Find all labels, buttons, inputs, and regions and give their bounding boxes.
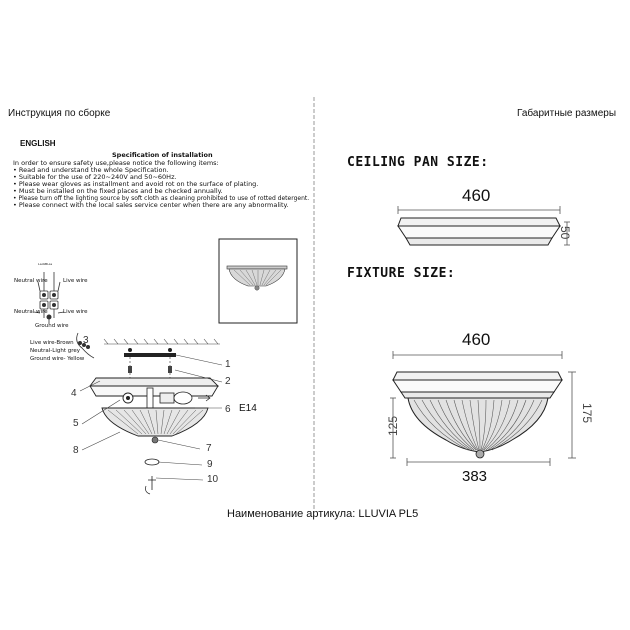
dimensions-title: Габаритные размеры xyxy=(517,108,617,119)
fixture-size-label: FIXTURE SIZE: xyxy=(347,266,456,281)
part-number-5: 5 xyxy=(73,418,79,429)
legend-live: Live wire-Brown xyxy=(30,340,74,346)
part-number-9: 9 xyxy=(207,459,213,470)
neutral-wire-mid-label: Neutral wire xyxy=(14,309,48,315)
lamp-type-label: E14 xyxy=(239,403,257,414)
part-number-1: 1 xyxy=(225,359,231,370)
legend-ground: Ground wire- Yellow xyxy=(30,356,85,362)
assembly-instructions-title: Инструкция по сборке xyxy=(8,108,111,119)
part-number-10: 10 xyxy=(207,474,219,485)
ground-wire-label: Ground wire xyxy=(35,323,69,329)
live-wire-top-label: Live wire xyxy=(63,278,88,284)
part-number-7: 7 xyxy=(206,443,212,454)
part-number-8: 8 xyxy=(73,445,79,456)
part-number-4: 4 xyxy=(71,388,77,399)
spec-line-7: • Please connect with the local sales service center when there are any abnormality. xyxy=(13,201,289,209)
neutral-wire-top-label: Neutral wire xyxy=(14,278,48,284)
spec-line-2: • Read and understand the whole Specification. xyxy=(13,166,169,174)
ceiling-pan-height: 50 xyxy=(558,226,572,240)
ceiling-pan-size-label: CEILING PAN SIZE: xyxy=(347,155,489,170)
fixture-bottom-width: 383 xyxy=(462,468,488,485)
fixture-width: 460 xyxy=(462,330,491,349)
legend-neutral: Neutral-Light grey xyxy=(30,348,81,354)
spec-line-5: • Must be installed on the fixed places and be checked annually. xyxy=(13,187,223,195)
spec-line-4: • Please wear gloves as installment and avoid rot on the surface of plating. xyxy=(13,180,259,188)
fixture-glass-height: 125 xyxy=(386,415,400,436)
wire-top-label: ᴸᵃᵈᶦᴮᴸᶦᵉ xyxy=(38,263,53,269)
spec-line-1: In order to ensure safety use,please notice the following items: xyxy=(13,159,219,167)
spec-line-3: • Suitable for the use of 220~240V and 50~60Hz. xyxy=(13,173,177,181)
part-number-6: 6 xyxy=(225,404,231,415)
part-number-2: 2 xyxy=(225,376,231,387)
spec-title: Specification of installation xyxy=(112,151,213,159)
live-wire-mid-label: Live wire xyxy=(63,309,88,315)
spec-line-6: • Please turn off the lighting source by soft cloth as cleaning prohibited to use of rotted detergent. xyxy=(13,195,310,202)
article-name: Наименование артикула: LLUVIA PL5 xyxy=(227,508,419,520)
language-label: ENGLISH xyxy=(20,139,56,148)
part-number-3: 3 xyxy=(83,335,89,346)
ceiling-pan-width: 460 xyxy=(462,186,491,205)
fixture-total-height: 175 xyxy=(580,403,594,424)
